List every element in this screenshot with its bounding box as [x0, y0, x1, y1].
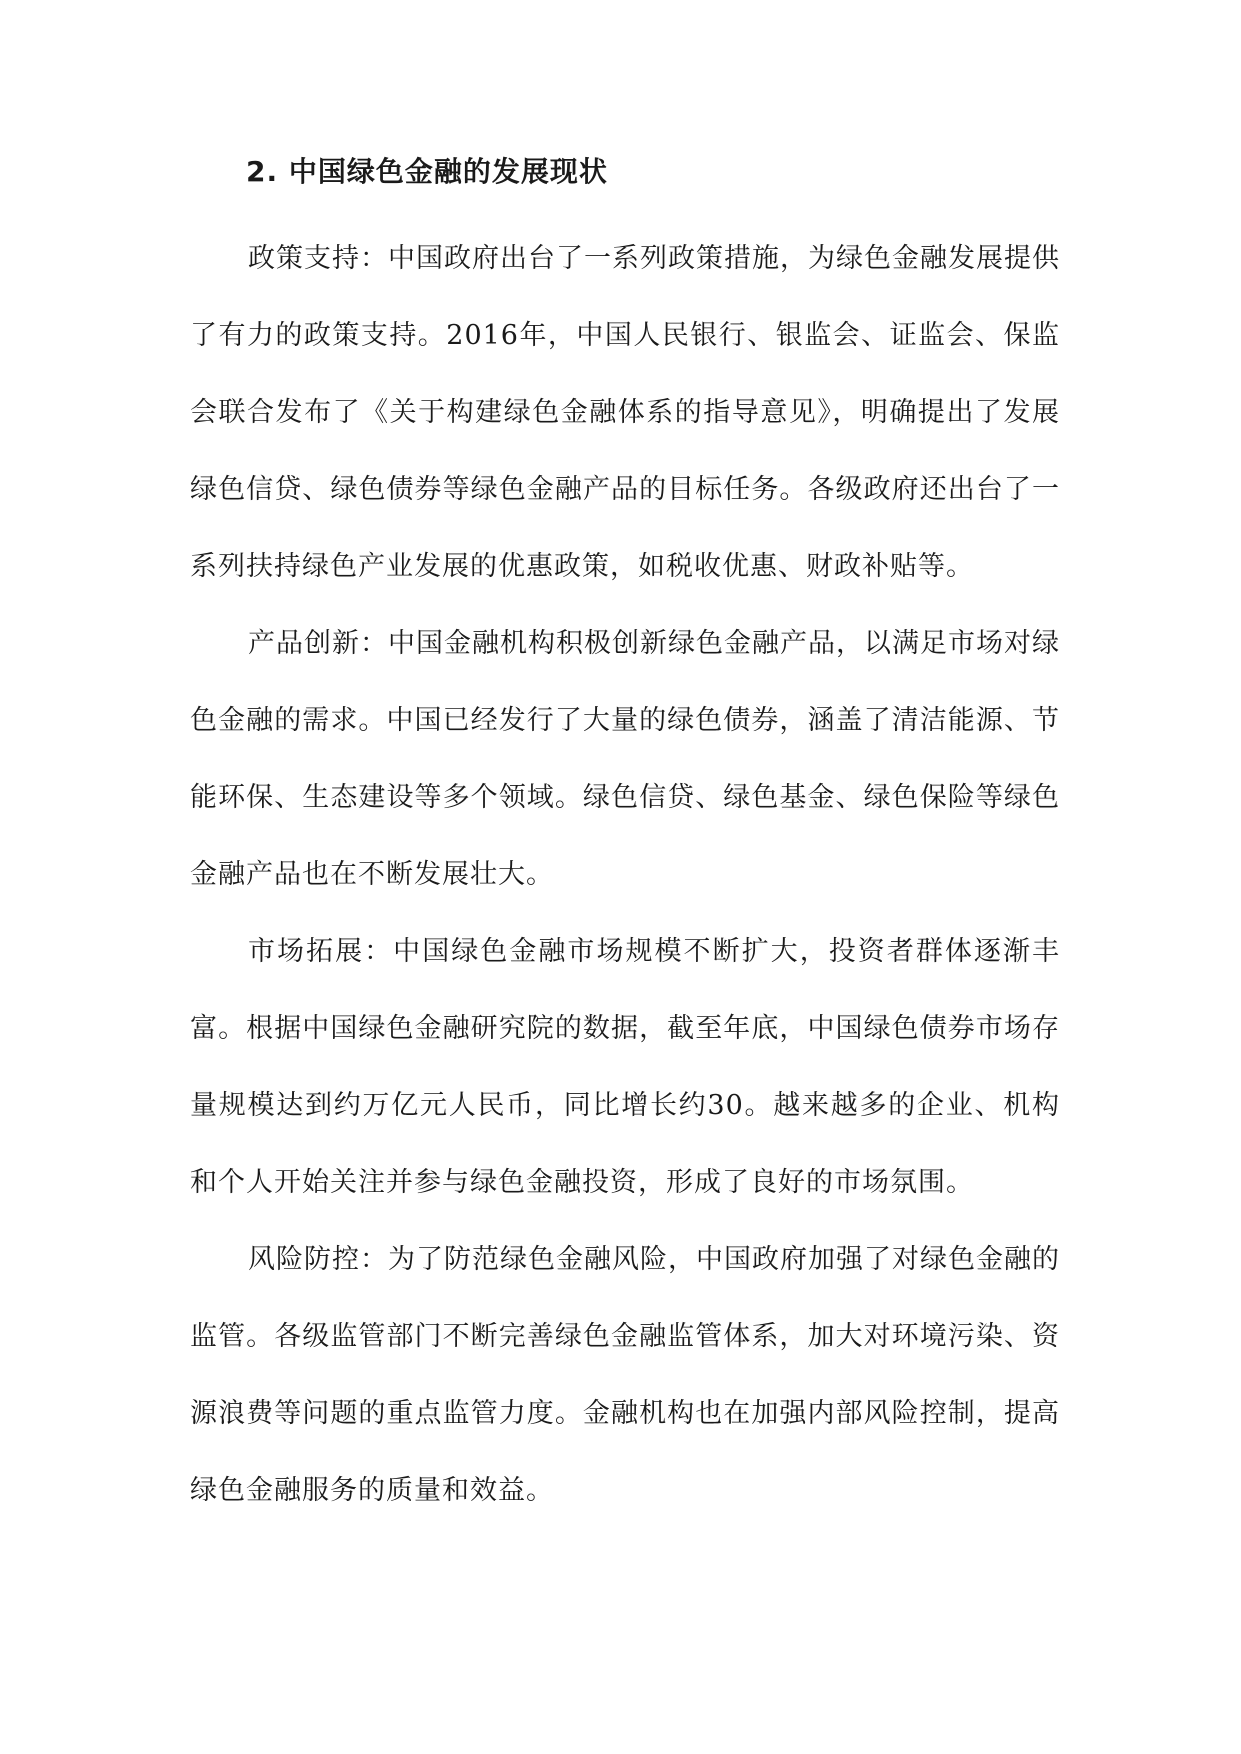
document-body	[190, 150, 1060, 1529]
paragraph-market-expansion: 市场拓展：中国绿色金融市场规模不断扩大，投资者群体逐渐丰富。根据中国绿色金融研究院的数据，截至年底，中国绿色债券市场存量规模达到约万亿元人民币，同比增长约30。越来越多的企业、机构和个人开始关注并参与绿色金融投资，形成了良好的市场氛围。	[190, 936, 1060, 1198]
paragraph-risk-control: 风险防控：为了防范绿色金融风险，中国政府加强了对绿色金融的监管。各级监管部门不断完善绿色金融监管体系，加大对环境污染、资源浪费等问题的重点监管力度。金融机构也在加强内部风险控制，提高绿色金融服务的质量和效益。	[190, 1244, 1060, 1506]
section-heading: 2. 中国绿色金融的发展现状	[246, 155, 608, 188]
paragraph-policy-support: 政策支持：中国政府出台了一系列政策措施，为绿色金融发展提供了有力的政策支持。2016年，中国人民银行、银监会、证监会、保监会联合发布了《关于构建绿色金融体系的指导意见》，明确提出了发展绿色信贷、绿色债券等绿色金融产品的目标任务。各级政府还出台了一系列扶持绿色产业发展的优惠政策，如税收优惠、财政补贴等。	[190, 243, 1060, 582]
paragraph-product-innovation: 产品创新：中国金融机构积极创新绿色金融产品，以满足市场对绿色金融的需求。中国已经发行了大量的绿色债券，涵盖了清洁能源、节能环保、生态建设等多个领域。绿色信贷、绿色基金、绿色保险等绿色金融产品也在不断发展壮大。	[190, 628, 1060, 890]
